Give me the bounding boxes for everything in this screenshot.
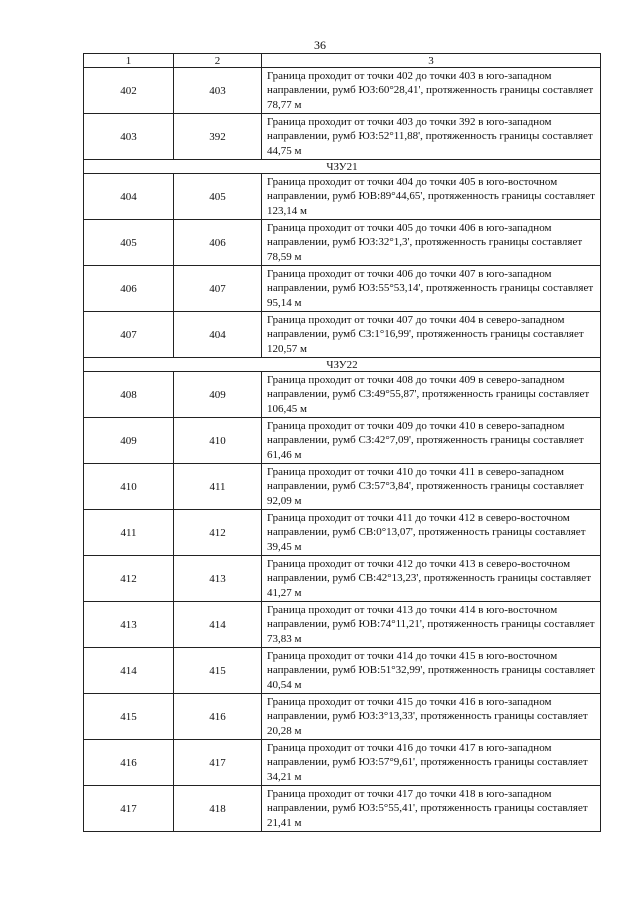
header-row	[84, 54, 601, 68]
description-cell: Граница проходит от точки 412 до точки 413 в северо-восточном направлении, румб СВ:42°13,23', протяженность границы составляет 41,27 м	[262, 556, 601, 602]
description-cell: Граница проходит от точки 405 до точки 406 в юго-западном направлении, румб ЮЗ:32°1,3', протяженность границы составляет 78,59 м	[262, 220, 601, 266]
point-from-cell: 417	[84, 786, 174, 832]
point-from-cell: 416	[84, 740, 174, 786]
point-from-cell: 403	[84, 114, 174, 160]
section-title: ЧЗУ21	[84, 160, 601, 174]
point-from-cell: 405	[84, 220, 174, 266]
point-to-cell: 409	[174, 372, 262, 418]
description-cell: Граница проходит от точки 404 до точки 405 в юго-восточном направлении, румб ЮВ:89°44,65', протяженность границы составляет 123,14 м	[262, 174, 601, 220]
description-cell: Граница проходит от точки 410 до точки 411 в северо-западном направлении, румб СЗ:57°3,84', протяженность границы составляет 92,09 м	[262, 464, 601, 510]
point-from-cell: 407	[84, 312, 174, 358]
table-row	[84, 114, 601, 160]
point-to-cell: 412	[174, 510, 262, 556]
point-to-cell: 413	[174, 556, 262, 602]
boundary-table	[83, 53, 601, 832]
table-row	[84, 174, 601, 220]
point-to-cell: 403	[174, 68, 262, 114]
description-cell: Граница проходит от точки 414 до точки 415 в юго-восточном направлении, румб ЮВ:51°32,99', протяженность границы составляет 40,54 м	[262, 648, 601, 694]
point-to-cell: 407	[174, 266, 262, 312]
description-cell: Граница проходит от точки 403 до точки 392 в юго-западном направлении, румб ЮЗ:52°11,88', протяженность границы составляет 44,75 м	[262, 114, 601, 160]
point-from-cell: 410	[84, 464, 174, 510]
point-to-cell: 414	[174, 602, 262, 648]
table-row	[84, 510, 601, 556]
point-from-cell: 412	[84, 556, 174, 602]
point-to-cell: 415	[174, 648, 262, 694]
column-header-2: 2	[174, 54, 262, 68]
table-row	[84, 68, 601, 114]
page-number: 36	[314, 38, 326, 52]
point-to-cell: 404	[174, 312, 262, 358]
table-body	[84, 54, 601, 832]
table-row	[84, 556, 601, 602]
point-to-cell: 392	[174, 114, 262, 160]
table-row	[84, 418, 601, 464]
description-cell: Граница проходит от точки 411 до точки 412 в северо-восточном направлении, румб СВ:0°13,07', протяженность границы составляет 39,45 м	[262, 510, 601, 556]
point-to-cell: 417	[174, 740, 262, 786]
section-row	[84, 358, 601, 372]
table-row	[84, 220, 601, 266]
point-from-cell: 411	[84, 510, 174, 556]
table-row	[84, 372, 601, 418]
point-from-cell: 402	[84, 68, 174, 114]
point-to-cell: 411	[174, 464, 262, 510]
description-cell: Граница проходит от точки 407 до точки 404 в северо-западном направлении, румб СЗ:1°16,99', протяженность границы составляет 120,57 м	[262, 312, 601, 358]
point-to-cell: 406	[174, 220, 262, 266]
table-row	[84, 312, 601, 358]
description-cell: Граница проходит от точки 415 до точки 416 в юго-западном направлении, румб ЮЗ:3°13,33', протяженность границы составляет 20,28 м	[262, 694, 601, 740]
table-row	[84, 648, 601, 694]
description-cell: Граница проходит от точки 408 до точки 409 в северо-западном направлении, румб СЗ:49°55,87', протяженность границы составляет 106,45 м	[262, 372, 601, 418]
point-to-cell: 418	[174, 786, 262, 832]
section-row	[84, 160, 601, 174]
point-from-cell: 415	[84, 694, 174, 740]
point-to-cell: 405	[174, 174, 262, 220]
description-cell: Граница проходит от точки 409 до точки 410 в северо-западном направлении, румб СЗ:42°7,09', протяженность границы составляет 61,46 м	[262, 418, 601, 464]
table-row	[84, 694, 601, 740]
point-from-cell: 406	[84, 266, 174, 312]
point-to-cell: 416	[174, 694, 262, 740]
column-header-1: 1	[84, 54, 174, 68]
point-to-cell: 410	[174, 418, 262, 464]
point-from-cell: 408	[84, 372, 174, 418]
description-cell: Граница проходит от точки 402 до точки 403 в юго-западном направлении, румб ЮЗ:60°28,41', протяженность границы составляет 78,77 м	[262, 68, 601, 114]
point-from-cell: 414	[84, 648, 174, 694]
description-cell: Граница проходит от точки 406 до точки 407 в юго-западном направлении, румб ЮЗ:55°53,14', протяженность границы составляет 95,14 м	[262, 266, 601, 312]
point-from-cell: 409	[84, 418, 174, 464]
description-cell: Граница проходит от точки 413 до точки 414 в юго-восточном направлении, румб ЮВ:74°11,21', протяженность границы составляет 73,83 м	[262, 602, 601, 648]
table-row	[84, 740, 601, 786]
table-row	[84, 266, 601, 312]
description-cell: Граница проходит от точки 416 до точки 417 в юго-западном направлении, румб ЮЗ:57°9,61', протяженность границы составляет 34,21 м	[262, 740, 601, 786]
table-row	[84, 464, 601, 510]
table-row	[84, 786, 601, 832]
point-from-cell: 404	[84, 174, 174, 220]
table-row	[84, 602, 601, 648]
column-header-3: 3	[262, 54, 601, 68]
description-cell: Граница проходит от точки 417 до точки 418 в юго-западном направлении, румб ЮЗ:5°55,41', протяженность границы составляет 21,41 м	[262, 786, 601, 832]
section-title: ЧЗУ22	[84, 358, 601, 372]
point-from-cell: 413	[84, 602, 174, 648]
